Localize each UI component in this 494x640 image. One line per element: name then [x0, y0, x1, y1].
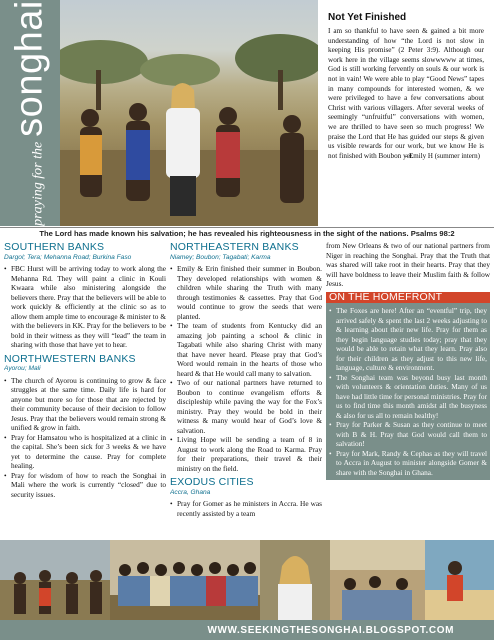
header-photo-image [60, 0, 318, 226]
list-item: • Two of our national partners have returned to Boubon to continue evangelism efforts & discipleship while paving the way for the Fox’s ministry. Pray they would be bold in their witness & many would hear of God’s love & salvation. [170, 378, 322, 435]
exodus-cities-heading: EXODUS CITIES [170, 476, 254, 488]
column-left [4, 241, 166, 537]
list-item: • Pray for Mark, Randy & Cephas as they will travel to Accra in August to minister alongside Gomer & share with the Songhai in Ghana. [329, 449, 487, 478]
list-item: • The church of Ayorou is continuing to grow & face struggles at the same time. Daily life is hard for anyone but more so for those that are rejected by their community because of their decision to follow Jesus. Pray that the believers would remain strong & unified & grow in faith. [4, 376, 166, 433]
list-item: • Pray for Gomer as he ministers in Accra. He was recently assisted by a team [170, 499, 322, 518]
masthead-praying: praying for the [30, 141, 46, 226]
photo-painting [425, 540, 494, 620]
exodus-cities-places: Accra, Ghana [170, 488, 211, 496]
northwestern-banks-heading: NORTHWESTERN BANKS [4, 352, 136, 365]
exodus-cities-continued: from New Orleans & two of our national partners from Niger in reaching the Songhai. Pray that the Truth that was shared will take root in their hearts. Pray that they will have boldness to leave their Muslim faith & follow Jesus. [326, 241, 490, 288]
header [0, 0, 494, 226]
column-middle [170, 241, 322, 537]
photo-strip [0, 540, 494, 620]
list-item: • Living Hope will be sending a team of 8 in August to work along the Road to Karma. Pray for their preparations, their travel & their ministry on the field. [170, 435, 322, 473]
northwestern-banks-list [4, 376, 166, 500]
masthead-songhai: songhai [8, 0, 51, 137]
northeastern-banks-list [170, 264, 322, 473]
blog-link[interactable]: WWW.SEEKINGTHESONGHAI.BLOGSPOT.COM [207, 625, 454, 636]
list-item: • Pray for wisdom of how to reach the Songhai in Mali where the work is currently “closed” due to security issues. [4, 471, 166, 500]
northeastern-banks-heading: NORTHEASTERN BANKS [170, 241, 299, 253]
masthead-banner [0, 0, 60, 226]
southern-banks-list [4, 264, 166, 350]
not-yet-finished-signature: - Emily H (summer intern) [404, 151, 480, 160]
southern-banks-places: Dargol; Tera; Mehanna Road; Burkina Faso [4, 253, 132, 261]
not-yet-finished-body: I am so thankful to have seen & gained a bit more understanding of how “the Lord is not slow in keeping His promise” (2 Peter 3:9). Although our work here in the village seems slowwwww at times, God is still working fervently on souls & our work is not in vain! We were able to play “Good News” tapes in many compounds for interested women, & we were privileged to have a few conversations about Christ with various villagers. After several weeks of seemingly “unfruitful” conversations with women, we are thrilled to have seen so much progress! We praise the Lord that He has guided our steps & given us visible rewards for our work, but we know He is not finished with Boubon yet. [328, 27, 484, 160]
list-item: • Pray for Parker & Susan as they continue to meet with B & H. Pray that God would call them to salvation! [329, 420, 487, 449]
southern-banks-heading: SOUTHERN BANKS [4, 241, 105, 253]
northeastern-banks-places: Niamey; Boubon; Tagabati; Karma [170, 253, 271, 261]
list-item: • The Foxes are here! After an “eventful” trip, they arrived safely & spent the last 2 weeks adjusting to & learning about their new life. Pray for them as they begin language studies today; pray that they would be able to retain what they learn. Pray also for their children as they adjust to this new life, language, culture & environment. [329, 306, 487, 373]
homefront-list [329, 306, 487, 477]
homefront-box [326, 292, 490, 481]
scripture-verse: The Lord has made known his salvation; he has revealed his righteousness in the sight of the nations. Psalms 98:2 [0, 227, 494, 239]
northwestern-banks-places: Ayorou; Mali [4, 365, 41, 372]
footer-bar [0, 620, 494, 640]
photo-classroom [330, 540, 425, 620]
masthead-title [9, 0, 52, 226]
exodus-cities-list [170, 499, 322, 518]
photo-woman [260, 540, 330, 620]
photo-group-outdoors [0, 540, 110, 620]
list-item: • The Songhai team was beyond busy last month with volunteers & orientation duties. Many of us have had little time for personal ministries. Pray for us to find time this month amidst all the busyness & also for us all to remain healthy! [329, 373, 487, 421]
homefront-heading: ON THE HOMEFRONT [326, 292, 490, 304]
list-item: • Pray for Hamsatou who is hospitalized at a clinic in the capital. She’s been sick for 3 weeks & we have yet to determine the cause. Pray for complete healing. [4, 433, 166, 471]
column-right [326, 241, 490, 537]
header-photo [60, 0, 318, 226]
photo-team-group [110, 540, 260, 620]
list-item: • FBC Hurst will be arriving today to work along the Mehanna Rd. They will paint a clinic in Kouli Kwaara while also ministering alongside the believers there. Pray that the believers will be able to work quickly & efficiently at the clinic so as to allow them ample time to encourage & minister to & with the believers in KK. Pray for the believers to be bold in their witness as they will “lead” the team in sharing with those that have yet to hear. [4, 264, 166, 350]
list-item: • The team of students from Kentucky did an amazing job painting a school & clinic in Tagabati while also sharing Christ with many that have never heard. Please pray that God’s Word would remain in the hearts of those who heard & that He would call many to salvation. [170, 321, 322, 378]
not-yet-finished-title: Not Yet Finished [328, 12, 407, 23]
list-item: • Emily & Erin finished their summer in Boubon. They developed relationships with women & children while sharing the Truth with many through testimonies & cassettes. Pray that God would continue to grow the seeds that were planted. [170, 264, 322, 321]
not-yet-finished-box [318, 0, 494, 226]
